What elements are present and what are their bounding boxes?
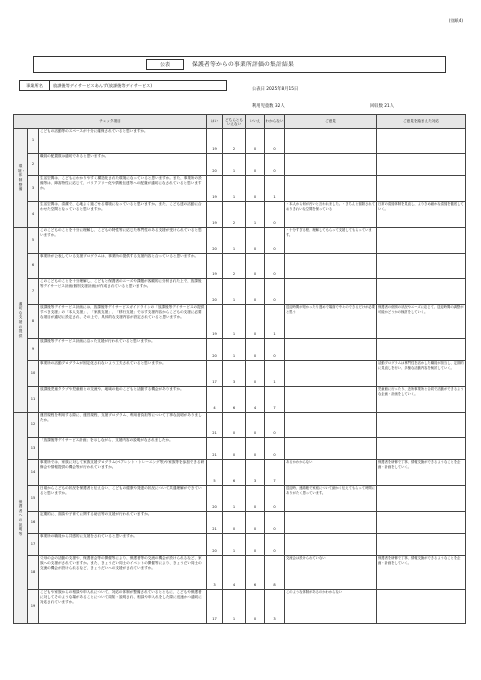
question-text: このこどものことを十分に理解し、こどもの特性等に応じた専門性のある支援が受けられていると思いますか。 [39, 228, 207, 254]
question-text: 日頃からこどもの状況を保護者と伝え合い、こどもの健康や発達の状況について共通理解ができていると思いますか。 [39, 486, 207, 512]
count-yes: 21 [207, 413, 223, 438]
count-no: 0 [246, 486, 265, 512]
table-row [14, 228, 466, 254]
question-text: 事業所の職員から共感的に支援をされていると思いますか。 [39, 534, 207, 556]
question-text: 事業所の活動プログラムが固定化されないよう工夫されていると思いますか。 [39, 361, 207, 387]
count-unknown: 7 [265, 387, 285, 413]
response-text [377, 129, 466, 154]
count-yes: 20 [207, 339, 223, 361]
table-row [14, 534, 466, 556]
response-text [377, 413, 466, 438]
opinion-text [285, 254, 377, 279]
table-row [14, 413, 466, 438]
count-yes: 20 [207, 154, 223, 176]
response-text: 保護者を研修で丁寧、情報交換ができるようなことを企画・計画をしていく。 [377, 460, 466, 486]
count-somewhat: 1 [223, 154, 246, 176]
opinion-text [285, 154, 377, 176]
count-no: 0 [246, 176, 265, 202]
opinion-text [285, 129, 377, 154]
count-unknown: 1 [265, 361, 285, 387]
row-number: 1 [28, 129, 39, 154]
row-number: 7 [28, 279, 39, 305]
count-no: 0 [246, 534, 265, 556]
row-number: 14 [28, 460, 39, 486]
count-unknown: 0 [265, 129, 285, 154]
response-text [377, 339, 466, 361]
count-no: 0 [246, 361, 265, 387]
row-number: 13 [28, 438, 39, 460]
count-somewhat: 2 [223, 254, 246, 279]
count-unknown: 0 [265, 154, 285, 176]
table-row [14, 154, 466, 176]
count-somewhat: 1 [223, 228, 246, 254]
count-yes: 17 [207, 590, 223, 624]
count-no: 0 [246, 305, 265, 339]
col-no: いいえ [246, 115, 265, 129]
count-no: 0 [246, 590, 265, 624]
question-text: 事業所では、家族に対して家族支援プログラム(ペアレント・トレーニング等)や家族等を参加できる研修会や情報提供の機会等が行われていますか。 [39, 460, 207, 486]
row-number: 11 [28, 387, 39, 413]
count-yes: 20 [207, 228, 223, 254]
row-number: 15 [28, 486, 39, 512]
count-yes: 21 [207, 512, 223, 534]
opinion-text [285, 339, 377, 361]
count-no: 4 [246, 387, 265, 413]
facility-key: 事業所名 [20, 81, 50, 90]
count-yes: 21 [207, 438, 223, 460]
count-somewhat: 3 [223, 361, 246, 387]
row-number: 2 [28, 154, 39, 176]
count-no: 0 [246, 339, 265, 361]
count-no: 0 [246, 279, 265, 305]
col-opinion: ご意見 [285, 115, 377, 129]
table-row [14, 387, 466, 413]
count-yes: 4 [207, 387, 223, 413]
evaluation-table [13, 114, 466, 624]
count-no: 1 [246, 202, 265, 228]
count-yes: 17 [207, 361, 223, 387]
count-unknown: 0 [265, 512, 285, 534]
count-unknown: 0 [265, 279, 285, 305]
count-unknown: 3 [265, 590, 285, 624]
table-row [14, 486, 466, 512]
question-text: このこどものことを十分理解し、こどもと保護者のニーズや課題が客観的に分析された上で、放課後等デイサービス計画(個別支援計画)が作成されていると思いますか。 [39, 279, 207, 305]
opinion-text [285, 361, 377, 387]
count-no: 0 [246, 438, 265, 460]
row-number: 8 [28, 305, 39, 339]
count-somewhat: 4 [223, 556, 246, 590]
question-text: 生活空間は、こどもにわかりやすく構造化された環境になっていると思いますか。また、事業所の設備等は、障害特性に応じて、バリアフリー化や情報伝達等への配慮が適切になされていると思いますか。 [39, 176, 207, 202]
question-text: 事業所が公表している支援プログラムは、事業所の提供する支援内容と合っていると思いますか。 [39, 254, 207, 279]
count-unknown: 0 [265, 339, 285, 361]
response-text [377, 154, 466, 176]
count-unknown: 0 [265, 413, 285, 438]
response-text [377, 590, 466, 624]
row-number: 4 [28, 202, 39, 228]
row-number: 17 [28, 534, 39, 556]
col-somewhat: どちらとも いえない [223, 115, 246, 129]
question-text: 定期的に、面談や子育てに関する助言等の支援が行われていますか。 [39, 512, 207, 534]
count-somewhat: 0 [223, 438, 246, 460]
question-text: こどもや家族からの相談や申入れについて、対応の体制が整備されているとともに、こどもや保護者に対してそのような場があることについて周知・説明され、相談や申入れをした際に迅速かつ適切に対応されていますか。 [39, 590, 207, 624]
response-text [377, 254, 466, 279]
question-text: 生活空間は、清潔で、心地よく過ごせる環境になっていると思いますか。また、こども達の活動に合わせた空間となっていると思いますか。 [39, 202, 207, 228]
count-yes: 20 [207, 534, 223, 556]
opinion-text [285, 176, 377, 202]
table-row [14, 361, 466, 387]
row-number: 16 [28, 512, 39, 534]
opinion-text: あるかわからない [285, 460, 377, 486]
count-unknown: 8 [265, 556, 285, 590]
table-body [14, 129, 466, 624]
count-unknown: 0 [265, 202, 285, 228]
opinion-text [285, 512, 377, 534]
count-yes: 20 [207, 486, 223, 512]
count-unknown: 0 [265, 486, 285, 512]
table-row [14, 556, 466, 590]
row-number: 12 [28, 413, 39, 438]
table-row [14, 438, 466, 460]
table-row [14, 202, 466, 228]
row-number: 19 [28, 590, 39, 624]
count-somewhat: 6 [223, 460, 246, 486]
count-unknown: 7 [265, 460, 285, 486]
count-yes: 19 [207, 202, 223, 228]
facility-box [19, 80, 227, 91]
table-row [14, 460, 466, 486]
question-text: 「放課後等デイサービス計画」を示しながら、支援内容の説明がなされましたか。 [39, 438, 207, 460]
count-somewhat: 2 [223, 202, 246, 228]
count-somewhat: 1 [223, 176, 246, 202]
user-count: 利用児童数 32人 [252, 104, 285, 109]
table-row [14, 305, 466, 339]
opinion-text [285, 438, 377, 460]
question-text: 父母の会の活動の支援や、保護者会等の開催等により、保護者等の交流の機会が設けられるなど、家族への支援がされていますか。また、きょうだい同士のイベントの開催等により、きょうだい同士の交流の機会が設けられるなど、きょうだいへの支援がされていますか。 [39, 556, 207, 590]
opinion-text: 送迎時間が短かったり遅めで場面で中々のできるだけが必要と思う [285, 305, 377, 339]
question-text: 運営規程を利用する際に、運営規程、支援プログラム、利用者負担等について丁寧な説明がありましたか。 [39, 413, 207, 438]
count-somewhat: 0 [223, 413, 246, 438]
count-yes: 19 [207, 129, 223, 154]
response-text: 保護者の個別の状況やニーズに応じて、送迎時間の調整が可能かどうかの検討をしていく。 [377, 305, 466, 339]
category-label: 保護者への説明等 [14, 413, 28, 624]
table-row [14, 279, 466, 305]
category-label: 適切な支援の提供 [14, 228, 28, 413]
count-somewhat: 2 [223, 129, 246, 154]
title-box [33, 56, 446, 73]
category-label: 環境・体制整備 [14, 129, 28, 228]
question-text: 放課後児童クラブや児童館との交流や、地域の他のこどもと活動する機会がありますか。 [39, 387, 207, 413]
table-header-row [14, 115, 466, 129]
count-unknown: 0 [265, 228, 285, 254]
table-row [14, 512, 466, 534]
table-row [14, 590, 466, 624]
row-number: 6 [28, 254, 39, 279]
row-number: 18 [28, 556, 39, 590]
opinion-text [285, 413, 377, 438]
response-count: 回収数 21人 [370, 104, 395, 109]
response-text: 児童館に行ったり、近所事業所と合同で活動ができるような企画・計画をしていく。 [377, 387, 466, 413]
count-somewhat: 0 [223, 512, 246, 534]
opinion-text: 交流会は設けられていない [285, 556, 377, 590]
count-unknown: 0 [265, 254, 285, 279]
opinion-text [285, 387, 377, 413]
count-unknown: 0 [265, 438, 285, 460]
col-yes: はい [207, 115, 223, 129]
opinion-text: このような体制があるのかわからない [285, 590, 377, 624]
count-somewhat: 1 [223, 339, 246, 361]
annex-label: (別紙4) [448, 18, 463, 23]
table-row [14, 339, 466, 361]
count-no: 0 [246, 129, 265, 154]
response-text [377, 279, 466, 305]
count-no: 0 [246, 254, 265, 279]
count-no: 0 [246, 228, 265, 254]
row-number: 5 [28, 228, 39, 254]
count-yes: 20 [207, 279, 223, 305]
count-somewhat: 1 [223, 279, 246, 305]
count-yes: 19 [207, 176, 223, 202]
count-no: 3 [246, 460, 265, 486]
response-text: 活動プログラムは専門性を活かした職員が担当し、定期的に見直しを行い、多様な活動内容を検討していく。 [377, 361, 466, 387]
table-row [14, 254, 466, 279]
count-unknown: 1 [265, 176, 285, 202]
count-somewhat: 1 [223, 486, 246, 512]
question-text: こどもの活動等のスペースが十分に確保されていると思いますか。 [39, 129, 207, 154]
response-text: 日常の清掃体制を見直し、よりきめ細かな清掃を徹底していく。 [377, 202, 466, 228]
count-no: 0 [246, 512, 265, 534]
count-yes: 5 [207, 460, 223, 486]
count-somewhat: 1 [223, 590, 246, 624]
response-text [377, 486, 466, 512]
page-title: 保護者等からの事業所評価の集計結果 [192, 62, 294, 68]
table-row [14, 176, 466, 202]
count-somewhat: 1 [223, 305, 246, 339]
row-number: 9 [28, 339, 39, 361]
public-badge: 公表 [146, 59, 184, 70]
count-no: 0 [246, 413, 265, 438]
count-somewhat: 6 [223, 387, 246, 413]
count-somewhat: 1 [223, 534, 246, 556]
response-text [377, 228, 466, 254]
response-text [377, 534, 466, 556]
opinion-text [285, 534, 377, 556]
question-text: 放課後等デイサービス計画に沿った支援が行われていると思いますか。 [39, 339, 207, 361]
count-yes: 19 [207, 254, 223, 279]
opinion-text: 送迎時、連絡帳で家庭について細かく伝えてもらって時間にありがたく思っています。 [285, 486, 377, 512]
opinion-text [285, 279, 377, 305]
count-no: 0 [246, 154, 265, 176]
count-yes: 19 [207, 305, 223, 339]
response-text [377, 438, 466, 460]
col-response: ご意見を踏まえた対応 [377, 115, 466, 129]
question-text: 放課後等デイサービス計画には、放課後等デイサービスガイドラインの「放課後等デイサービスの提供すべき支援」の「本人支援」、「家族支援」、「移行支援」で示す支援内容からこどもの支援に必要な項目が適切に設定され、その上で、具体的な支援内容が設定されていると思いますか。 [39, 305, 207, 339]
opinion-text: ・本人から何が汚いと言われました。・きちんと掃除されておりきれいな空間を保っている [285, 202, 377, 228]
response-text: 保護者を研修で丁寧、情報交換ができるようなことを企画・計画をしていく。 [377, 556, 466, 590]
count-unknown: 1 [265, 305, 285, 339]
count-unknown: 0 [265, 534, 285, 556]
question-text: 職員の配置数は適切であると思いますか。 [39, 154, 207, 176]
row-number: 10 [28, 361, 39, 387]
response-text [377, 176, 466, 202]
col-item: チェック項目 [14, 115, 207, 129]
table-row [14, 129, 466, 154]
facility-name: 放課後等デイサービスあんず(放課後等デイサービス) [53, 83, 152, 88]
row-number: 3 [28, 176, 39, 202]
count-no: 6 [246, 556, 265, 590]
col-unknown: わからない [265, 115, 285, 129]
opinion-text: ・十分すぎる程、理解してもらって支援してもらっています。 [285, 228, 377, 254]
response-text [377, 512, 466, 534]
publish-date: 公表日 2025年8月15日 [252, 87, 299, 92]
count-yes: 3 [207, 556, 223, 590]
